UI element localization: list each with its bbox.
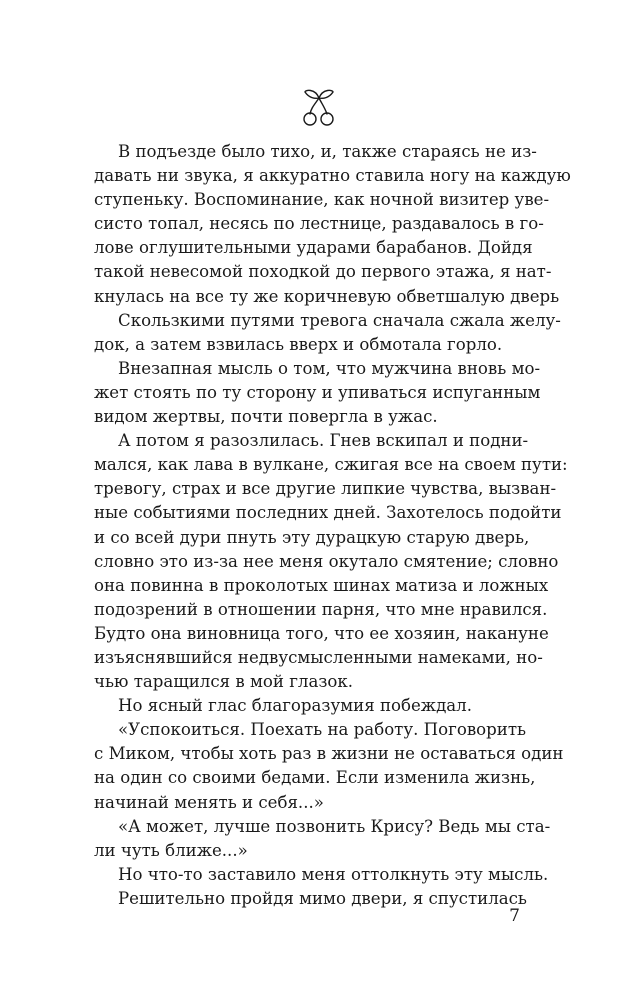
text-line: она повинна в проколотых шинах матиза и ложных bbox=[94, 575, 549, 595]
text-line: Но ясный глас благоразумия побеждал. bbox=[118, 696, 472, 716]
text-line: видом жертвы, почти повергла в ужас. bbox=[94, 407, 438, 427]
page-number: 7 bbox=[509, 906, 520, 926]
text-line: Скользкими путями тревога сначала сжала желу- bbox=[118, 310, 561, 330]
text-line: изъяснявшийся недвусмысленными намеками, но- bbox=[94, 647, 543, 667]
text-line: Будто она виновница того, что ее хозяин, накануне bbox=[94, 623, 549, 643]
text-line: чью таращился в мой глазок. bbox=[94, 672, 354, 692]
text-line: подозрений в отношении парня, что мне нравился. bbox=[94, 599, 548, 619]
text-line: на один со своими бедами. Если изменила жизнь, bbox=[94, 768, 536, 788]
body-text bbox=[94, 140, 571, 911]
text-line: лове оглушительными ударами барабанов. Дойдя bbox=[94, 238, 533, 258]
text-line: «Успокоиться. Поехать на работу. Поговорить bbox=[118, 720, 527, 740]
text-line: ли чуть ближе...» bbox=[94, 840, 248, 860]
text-line: жет стоять по ту сторону и упиваться испуганным bbox=[94, 382, 541, 402]
text-line: «А может, лучше позвонить Крису? Ведь мы ста- bbox=[118, 816, 551, 836]
text-line: систо топал, несясь по лестнице, раздавалось в го- bbox=[94, 214, 544, 234]
text-line: А потом я разозлилась. Гнев вскипал и подни- bbox=[118, 431, 529, 451]
cherries-icon bbox=[299, 86, 339, 128]
text-line: с Миком, чтобы хоть раз в жизни не оставаться один bbox=[94, 744, 564, 764]
text-line: словно это из-за нее меня окутало смятение; словно bbox=[94, 551, 559, 571]
text-line: тревогу, страх и все другие липкие чувства, вызван- bbox=[94, 479, 557, 499]
text-line: такой невесомой походкой до первого этажа, я нат- bbox=[94, 262, 552, 282]
text-line: В подъезде было тихо, и, также стараясь не из- bbox=[118, 142, 537, 161]
text-line: док, а затем взвилась вверх и обмотала горло. bbox=[94, 334, 503, 354]
text-line: мался, как лава в вулкане, сжигая все на своем пути: bbox=[94, 455, 568, 475]
text-line: Решительно пройдя мимо двери, я спустилась bbox=[118, 888, 527, 908]
text-line: ные событиями последних дней. Захотелось подойти bbox=[94, 503, 562, 523]
text-line: начинай менять и себя...» bbox=[94, 792, 324, 812]
text-line: давать ни звука, я аккуратно ставила ногу на каждую bbox=[94, 166, 571, 186]
text-line: ступеньку. Воспоминание, как ночной визитер уве- bbox=[94, 190, 550, 210]
text-line: кнулась на все ту же коричневую обветшалую дверь bbox=[94, 286, 560, 306]
text-line: Но что-то заставило меня оттолкнуть эту мысль. bbox=[118, 864, 549, 884]
text-line: Внезапная мысль о том, что мужчина вновь мо- bbox=[118, 358, 541, 378]
text-line: и со всей дури пнуть эту дурацкую старую дверь, bbox=[94, 527, 530, 547]
